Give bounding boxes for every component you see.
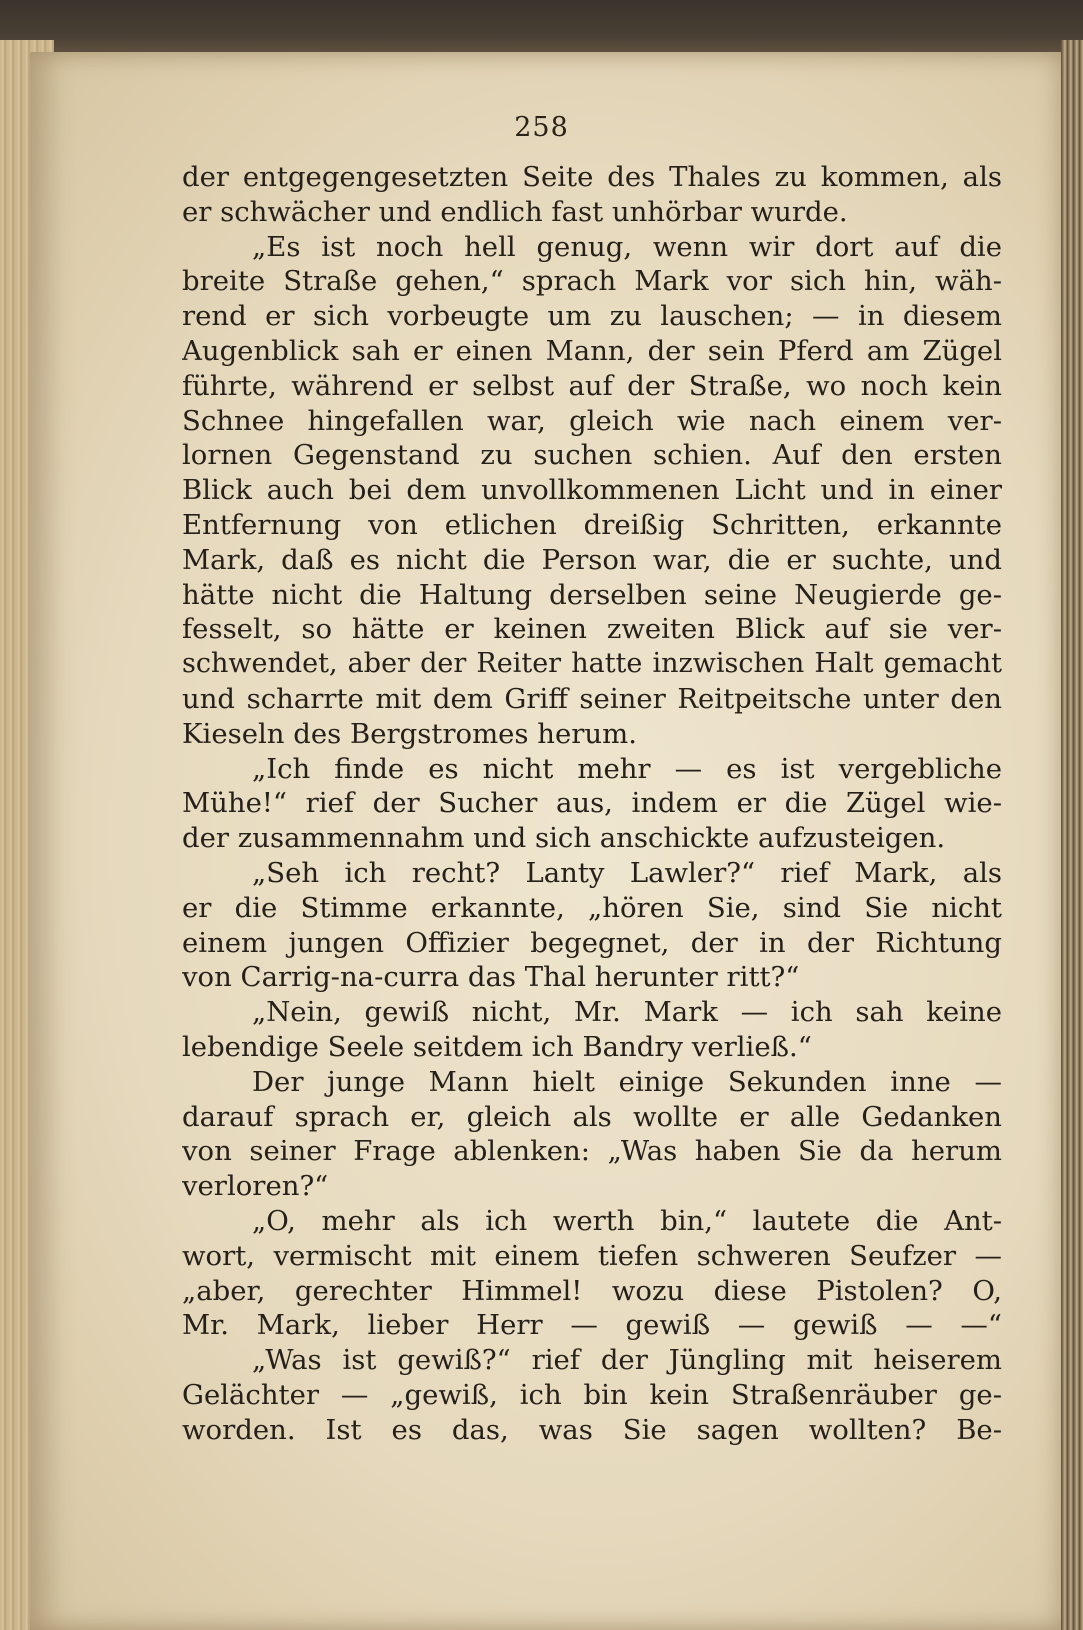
text-line: der zusammennahm und sich anschickte aufzusteigen. xyxy=(182,822,946,855)
text-line: hätte nicht die Haltung derselben seine Neugierde ge- xyxy=(182,578,1002,611)
text-line: der entgegengesetzten Seite des Thales zu kommen, als xyxy=(182,161,1002,193)
text-line: Der junge Mann hielt einige Sekunden inne — xyxy=(252,1065,1002,1098)
text-line: er schwächer und endlich fast unhörbar wurde. xyxy=(182,195,848,228)
text-line: fesselt, so hätte er keinen zweiten Blick auf sie ver- xyxy=(182,613,1002,646)
text-line: „aber, gerechter Himmel! wozu diese Pistolen? O, xyxy=(182,1274,1002,1307)
text-line: Mr. Mark, lieber Herr — gewiß — gewiß — —“ xyxy=(182,1309,1002,1342)
text-line: Mark, daß es nicht die Person war, die er suchte, und xyxy=(182,543,1002,576)
text-line: worden. Ist es das, was Sie sagen wollten? Be- xyxy=(182,1413,1002,1446)
text-line: „Nein, gewiß nicht, Mr. Mark — ich sah keine xyxy=(252,996,1002,1029)
text-line: und scharrte mit dem Griff seiner Reitpeitsche unter den xyxy=(182,682,1002,715)
text-line: Entfernung von etlichen dreißig Schritten, erkannte xyxy=(182,508,1002,541)
text-line: von seiner Frage ablenken: „Was haben Sie da herum xyxy=(182,1135,1002,1168)
text-line: Mühe!“ rief der Sucher aus, indem er die Zügel wie- xyxy=(182,787,1002,820)
text-line: von Carrig-na-curra das Thal herunter ritt?“ xyxy=(182,961,800,994)
text-line: einem jungen Offizier begegnet, der in der Richtung xyxy=(182,926,1002,959)
text-line: er die Stimme erkannte, „hören Sie, sind Sie nicht xyxy=(182,891,1002,924)
text-line: führte, während er selbst auf der Straße, wo noch kein xyxy=(182,369,1002,402)
text-line: Schnee hingefallen war, gleich wie nach einem ver- xyxy=(182,404,1002,437)
text-line: schwendet, aber der Reiter hatte inzwischen Halt gemacht xyxy=(182,648,1002,680)
text-line: „O, mehr als ich werth bin,“ lautete die Ant- xyxy=(252,1204,1002,1237)
text-line: lornen Gegenstand zu suchen schien. Auf den ersten xyxy=(182,439,1002,472)
text-line: „Ich finde es nicht mehr — es ist vergebliche xyxy=(252,752,1002,785)
text-line: „Seh ich recht? Lanty Lawler?“ rief Mark, als xyxy=(252,856,1002,889)
text-line: darauf sprach er, gleich als wollte er alle Gedanken xyxy=(182,1100,1002,1133)
page-stack-right-edge xyxy=(1061,40,1083,1630)
text-line: rend er sich vorbeugte um zu lauschen; — in diesem xyxy=(182,300,1002,333)
body-text xyxy=(182,160,1002,1447)
text-line: Blick auch bei dem unvollkommenen Licht und in einer xyxy=(182,474,1002,507)
text-line: Kieseln des Bergstromes herum. xyxy=(182,717,637,750)
page-number: 258 xyxy=(514,112,569,143)
text-line: breite Straße gehen,“ sprach Mark vor sich hin, wäh- xyxy=(182,265,1002,298)
text-line: Augenblick sah er einen Mann, der sein Pferd am Zügel xyxy=(182,334,1002,367)
text-line: „Es ist noch hell genug, wenn wir dort auf die xyxy=(252,230,1002,263)
text-line: wort, vermischt mit einem tiefen schweren Seufzer — xyxy=(182,1239,1002,1272)
text-line: „Was ist gewiß?“ rief der Jüngling mit heiserem xyxy=(252,1344,1002,1377)
text-line: Gelächter — „gewiß, ich bin kein Straßenräuber ge- xyxy=(182,1378,1002,1411)
text-line: lebendige Seele seitdem ich Bandry verließ.“ xyxy=(182,1030,812,1063)
text-line: verloren?“ xyxy=(182,1170,329,1203)
